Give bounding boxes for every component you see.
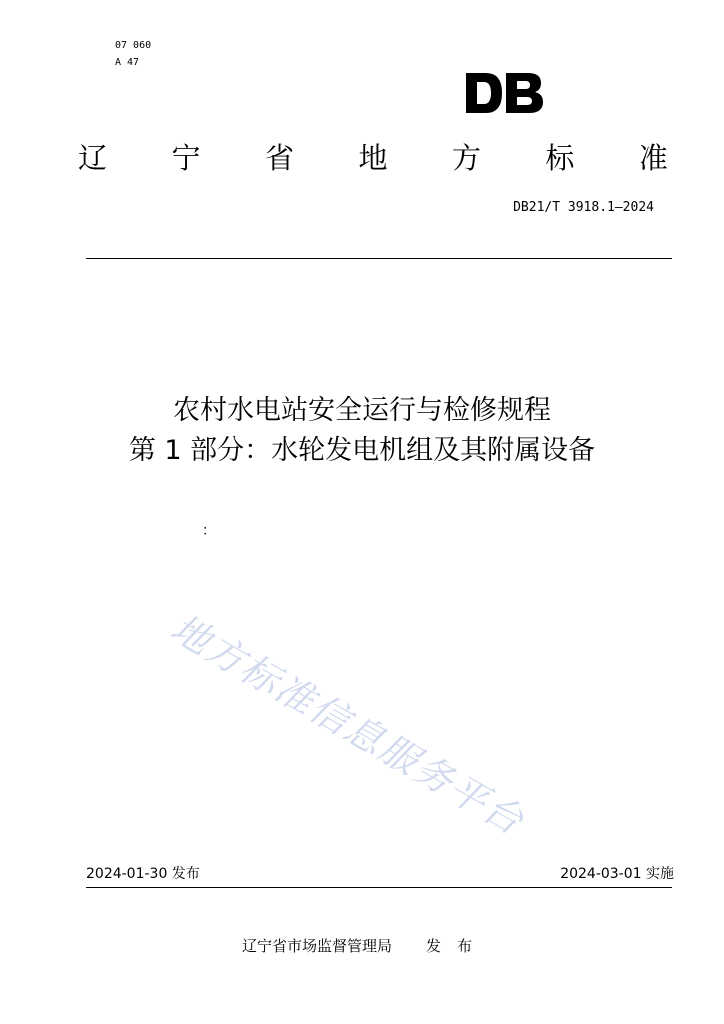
- standard-type-char: 省: [264, 141, 294, 175]
- standard-type-char: 地: [358, 141, 388, 175]
- colon-mark: ：: [202, 523, 216, 539]
- top-divider: [86, 258, 672, 259]
- document-title: [0, 391, 724, 471]
- issuer: [242, 936, 488, 956]
- title-line-2: 第 1 部分：水轮发电机组及其附属设备: [128, 435, 596, 466]
- title-line-1: 农村水电站安全运行与检修规程: [173, 395, 551, 426]
- db-logo: [464, 73, 544, 113]
- bottom-divider: [86, 887, 672, 888]
- standard-type-char: 标: [545, 141, 575, 175]
- issuer-name: 辽宁省市场监督管理局: [242, 937, 393, 955]
- standard-type-char: 方: [451, 141, 481, 175]
- standard-type-char: 宁: [171, 141, 201, 175]
- ics-code: 07 060: [115, 40, 152, 51]
- ccs-code: A 47: [115, 57, 140, 68]
- classification-codes: [115, 37, 151, 71]
- watermark-text: 地方标准信息服务平台: [163, 605, 532, 844]
- standard-type-char: 准: [638, 141, 668, 175]
- standard-number: DB21/T 3918.1—2024: [513, 200, 654, 215]
- standard-type-heading: [78, 138, 668, 178]
- standard-type-char: 辽: [78, 141, 108, 175]
- db-logo-letter-b: [506, 73, 543, 113]
- effective-date: 2024-03-01 实施: [560, 866, 674, 882]
- issuer-action: 发布: [426, 937, 489, 955]
- issue-date: 2024-01-30 发布: [86, 866, 200, 882]
- db-logo-letter-d: [466, 73, 502, 113]
